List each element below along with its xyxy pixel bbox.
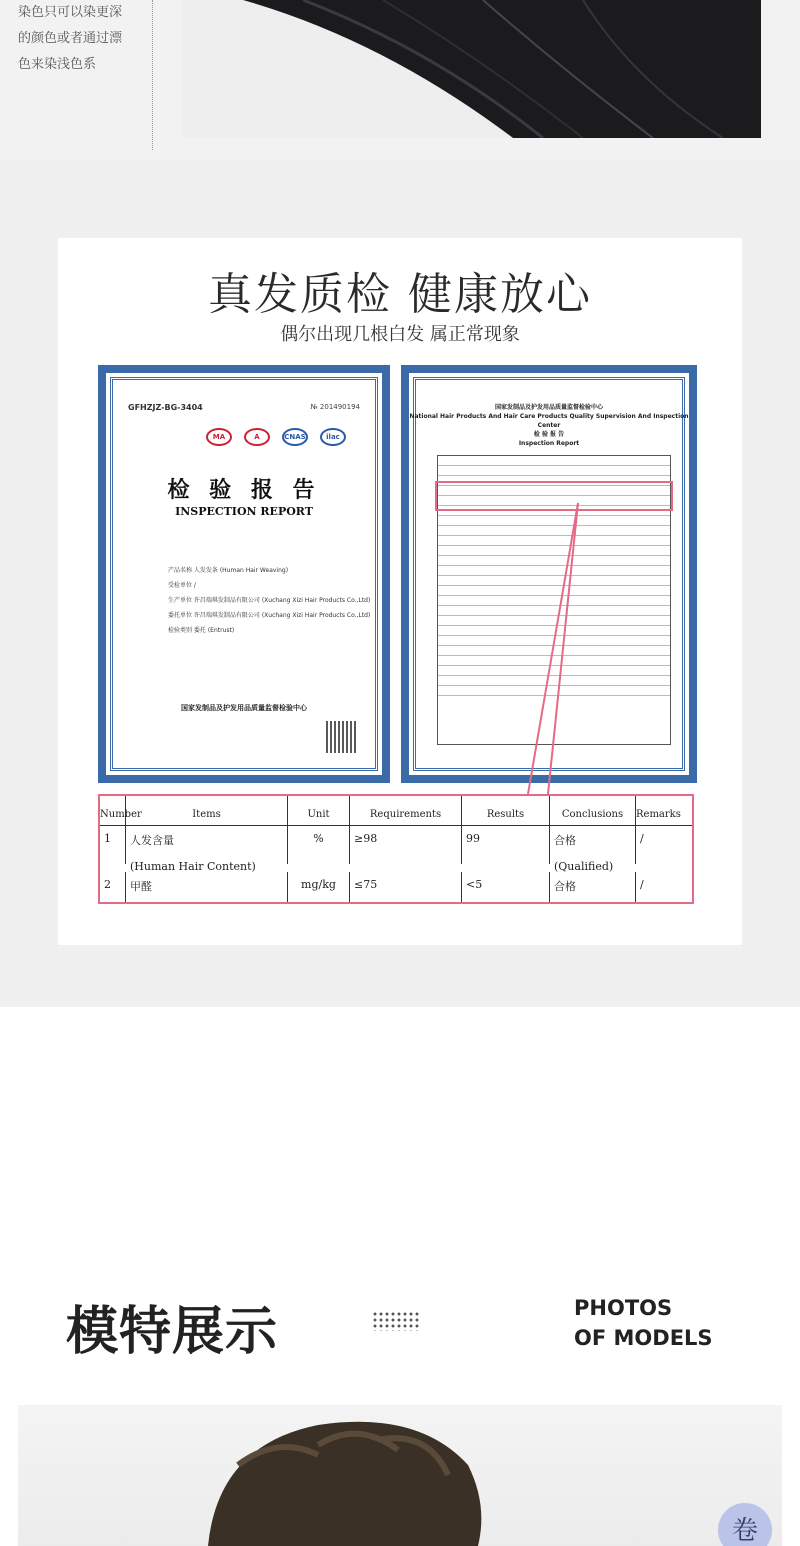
dye-note-line-1: 染色只可以染更深: [18, 5, 123, 20]
ilac-logo-icon: ilac: [320, 428, 346, 446]
row-item-cn: 人发含量: [130, 834, 174, 847]
dots-decoration-icon: [372, 1311, 420, 1331]
table-row: [100, 826, 692, 873]
row-item-en: (Human Hair Content): [130, 860, 256, 873]
hair-color-section: [0, 0, 800, 160]
dye-note-line-2: 的颜色或者通过漂: [18, 31, 123, 46]
inspection-subtitle: 偶尔出现几根白发 属正常现象: [280, 324, 520, 345]
row-conclusion-cn: 合格: [554, 834, 576, 847]
results-title-en: Inspection Report: [518, 440, 580, 447]
row-remark: /: [640, 878, 644, 891]
certificate-results-page: [401, 365, 697, 783]
results-title-cn: 检 验 报 告: [533, 431, 565, 438]
results-header: [409, 403, 689, 448]
models-title: 模特展示: [66, 1302, 279, 1362]
report-code: GFHZJZ-BG-3404: [128, 403, 203, 412]
inspection-section: [0, 160, 800, 1007]
row-requirement: ≥98: [350, 826, 462, 864]
row-number: 2: [100, 872, 126, 904]
row-unit: mg/kg: [288, 872, 350, 904]
table-header: [100, 796, 692, 826]
row-unit: %: [288, 826, 350, 864]
header-requirements: Requirements: [350, 796, 462, 825]
field-product: 产品名称 人发发条 (Human Hair Weaving): [168, 567, 289, 574]
field-client: 委托单位 许昌瑞琪发制品有限公司 (Xuchang Xizi Hair Products Co.,Ltd): [168, 612, 371, 619]
report-title-en: INSPECTION REPORT: [175, 505, 313, 518]
certificate-cover: [98, 365, 390, 783]
dye-note: [18, 0, 158, 78]
cal-logo-icon: A: [244, 428, 270, 446]
curl-badge: 卷: [718, 1503, 772, 1546]
field-inspected: 受检单位 /: [168, 582, 196, 589]
qr-code-icon: [326, 721, 358, 753]
zoomed-results-table: [98, 794, 694, 904]
row-remark: /: [640, 832, 644, 845]
dotted-divider: [152, 0, 153, 150]
highlight-box: [435, 481, 673, 511]
table-row: [100, 872, 692, 904]
row-number: 1: [100, 826, 126, 864]
header-conclusions: Conclusions: [550, 796, 636, 825]
models-section: [0, 1007, 800, 1546]
models-en-line-2: OF MODELS: [574, 1326, 713, 1350]
models-en-line-1: PHOTOS: [574, 1296, 673, 1320]
header-items: Items: [126, 796, 288, 825]
field-manufacturer: 生产单位 许昌瑞琪发制品有限公司 (Xuchang Xizi Hair Products Co.,Ltd): [168, 597, 371, 604]
results-header-en: National Hair Products And Hair Care Products Quality Supervision And Inspection Center: [409, 413, 689, 429]
row-conclusion: [550, 826, 636, 873]
row-result: <5: [462, 872, 550, 904]
field-type: 检验类别 委托 (Entrust): [168, 627, 235, 634]
row-item: [126, 826, 288, 873]
header-results: Results: [462, 796, 550, 825]
header-unit: Unit: [288, 796, 350, 825]
row-result: 99: [462, 826, 550, 864]
inspection-org: 国家发制品及护发用品质量监督检验中心: [181, 704, 307, 712]
header-remarks: Remarks: [636, 809, 681, 820]
cma-logo-icon: MA: [206, 428, 232, 446]
inspection-card: [58, 238, 742, 945]
report-number: № 201490194: [310, 403, 360, 411]
cnas-logo-icon: CNAS: [282, 428, 308, 446]
dye-note-line-3: 色来染浅色系: [18, 57, 97, 72]
model-photo: [18, 1405, 782, 1546]
accreditation-logos: [206, 428, 346, 446]
header-number: Number: [100, 796, 126, 825]
inspection-title: 真发质检 健康放心: [208, 269, 592, 320]
results-header-cn: 国家发制品及护发用品质量监督检验中心: [494, 404, 603, 411]
row-item-cn: 甲醛: [126, 872, 288, 904]
report-fields: [168, 563, 370, 638]
row-conclusion-cn: 合格: [550, 872, 636, 904]
hair-closeup-photo: [183, 0, 761, 138]
report-title-cn: 检 验 报 告: [167, 477, 321, 503]
models-title-en: [574, 1293, 713, 1353]
row-requirement: ≤75: [350, 872, 462, 904]
row-conclusion-en: (Qualified): [554, 860, 614, 873]
